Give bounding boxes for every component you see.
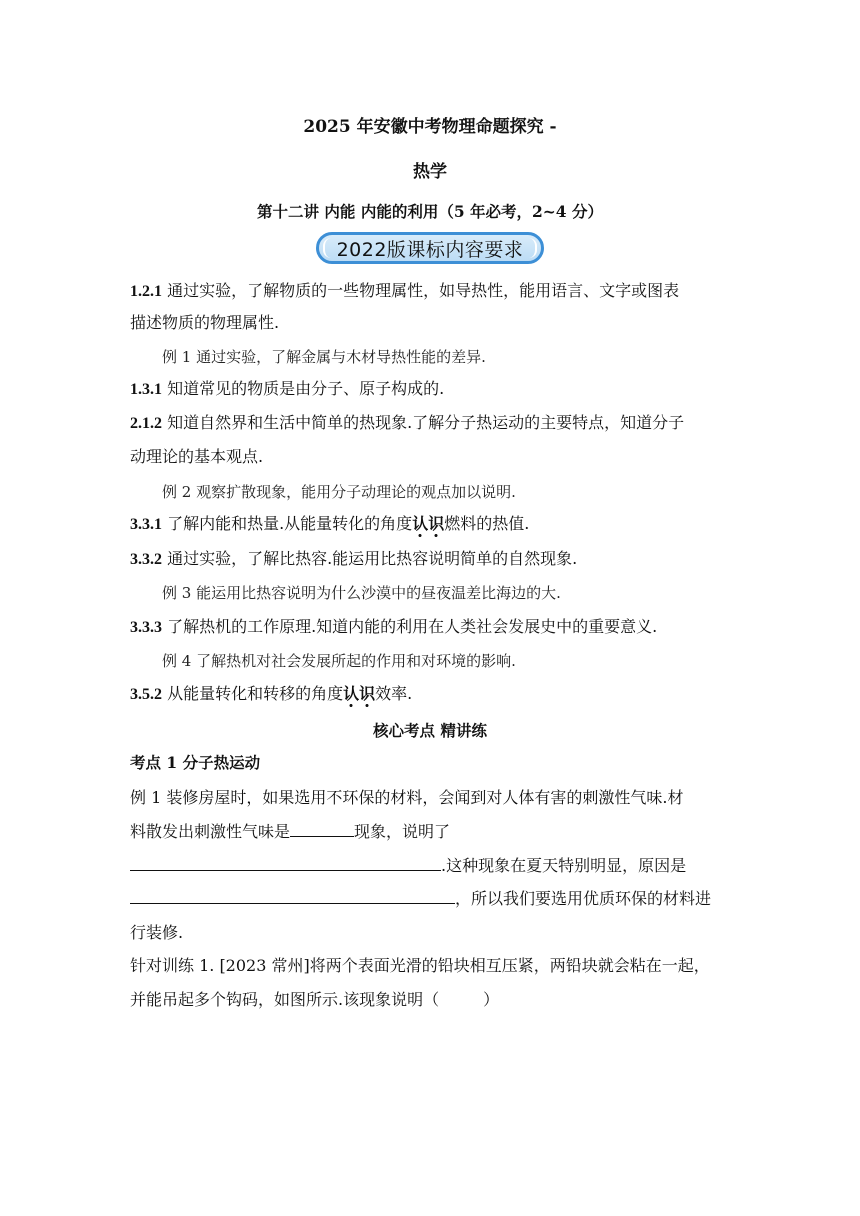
standard-code: 1.3.1	[130, 381, 162, 398]
standard-item	[130, 683, 412, 706]
standard-text-cont: 描述物质的物理属性.	[130, 313, 280, 332]
example-text: 料散发出刺激性气味是	[130, 822, 291, 841]
standard-example: 例 4 了解热机对社会发展所起的作用和对环境的影响.	[162, 652, 516, 670]
example-text: .这种现象在夏天特别明显，原因是	[441, 856, 687, 875]
standard-item	[130, 378, 444, 401]
document-title: 2025 年安徽中考物理命题探究 -	[303, 117, 557, 137]
standard-item	[130, 548, 577, 571]
example-text: 现象，说明了	[354, 822, 451, 841]
standard-code: 3.3.1	[130, 516, 162, 533]
standard-text: 了解热机的工作原理.知道内能的利用在人类社会发展史中的重要意义.	[162, 617, 658, 636]
standard-text: 通过实验，了解物质的一些物理属性，如导热性，能用语言、文字或图表	[162, 281, 680, 300]
standard-item	[130, 412, 684, 435]
standard-item	[130, 280, 679, 303]
standard-text: 知道常见的物质是由分子、原子构成的.	[162, 379, 445, 398]
training-text: 并能吊起多个钩码，如图所示.该现象说明（	[130, 990, 440, 1009]
example-line	[130, 855, 686, 877]
standard-item	[130, 513, 529, 536]
example-line: 行装修.	[130, 923, 184, 942]
standard-text: 知道自然界和生活中简单的热现象.了解分子热运动的主要特点，知道分子	[162, 413, 685, 432]
standards-banner	[130, 232, 730, 264]
training-text: ）	[483, 990, 500, 1009]
answer-blank[interactable]	[130, 889, 455, 904]
standard-text: 通过实验，了解比热容.能运用比热容说明简单的自然现象.	[162, 549, 578, 568]
kaodian-heading: 考点 1 分子热运动	[130, 753, 261, 772]
training-line	[130, 989, 499, 1011]
example-line	[130, 821, 450, 843]
standard-text: 了解内能和热量.从能量转化的角度	[162, 514, 413, 533]
standard-text-cont: 动理论的基本观点.	[130, 447, 264, 466]
standard-item	[130, 616, 657, 639]
standard-code: 2.1.2	[130, 415, 162, 432]
standard-text: 燃料的热值.	[444, 514, 530, 533]
subject-heading: 热学	[413, 162, 447, 182]
standard-code: 3.3.3	[130, 619, 162, 636]
standard-text: 效率.	[375, 684, 413, 703]
emphasis-text: 认识	[412, 514, 445, 533]
section-heading: 核心考点 精讲练	[373, 721, 487, 740]
standard-text: 从能量转化和转移的角度	[162, 684, 344, 703]
example-text: ，所以我们要选用优质环保的材料进	[455, 889, 712, 908]
example-line: 例 1 装修房屋时，如果选用不环保的材料，会闻到对人体有害的刺激性气味.材	[130, 788, 684, 807]
answer-blank[interactable]	[130, 856, 441, 871]
training-line: 针对训练 1. [2023 常州]将两个表面光滑的铅块相互压紧，两铅块就会粘在一起，	[130, 956, 710, 975]
standard-example: 例 1 通过实验，了解金属与木材导热性能的差异.	[162, 348, 486, 366]
standard-example: 例 2 观察扩散现象，能用分子动理论的观点加以说明.	[162, 483, 516, 501]
standard-code: 3.5.2	[130, 686, 162, 703]
standard-code: 1.2.1	[130, 283, 162, 300]
answer-blank[interactable]	[290, 822, 354, 837]
standard-example: 例 3 能运用比热容说明为什么沙漠中的昼夜温差比海边的大.	[162, 584, 561, 602]
standards-banner-label: 2022版课标内容要求	[316, 232, 544, 264]
emphasis-text: 认识	[343, 684, 376, 703]
standard-code: 3.3.2	[130, 551, 162, 568]
example-line	[130, 888, 711, 910]
lecture-heading: 第十二讲 内能 内能的利用（5 年必考，2~4 分）	[257, 202, 603, 221]
